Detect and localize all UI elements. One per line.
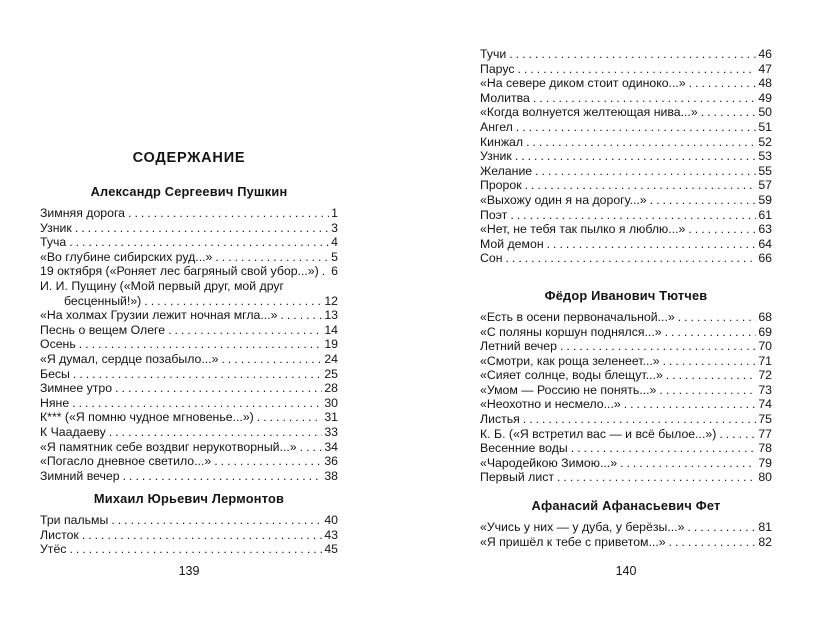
toc-entry-title: «На холмах Грузии лежит ночная мгла...» xyxy=(40,308,278,323)
toc-entry-page-number: 72 xyxy=(758,368,772,383)
toc-entry-title: И. И. Пущину («Мой первый друг, мой друг xyxy=(40,278,285,293)
toc-entry-title: Молитва xyxy=(480,90,530,105)
toc-entry-title: Пророк xyxy=(480,178,522,193)
toc-entry-dot-leader xyxy=(69,235,329,250)
toc-entry-page-number: 4 xyxy=(331,235,338,250)
toc-entry-dot-leader xyxy=(72,396,322,411)
toc-entry-page-number: 5 xyxy=(331,249,338,264)
page-number-right: 140 xyxy=(615,564,637,578)
author-section xyxy=(40,492,338,557)
toc-entry xyxy=(40,381,338,396)
toc-entry-title: «Умом — Россию не понять...» xyxy=(480,382,657,397)
toc-entry-page-number: 63 xyxy=(758,222,772,237)
toc-entry xyxy=(40,454,338,469)
toc-entry xyxy=(480,193,772,208)
toc-entry-page-number: 25 xyxy=(324,366,338,381)
toc-entry-page-number: 53 xyxy=(758,149,772,164)
toc-entry-page-number: 66 xyxy=(758,251,772,266)
toc-entry xyxy=(480,120,772,135)
toc-entry-page-number: 19 xyxy=(324,337,338,352)
toc-entry-page-number: 80 xyxy=(758,470,772,485)
toc-entry-page-number: 77 xyxy=(758,426,772,441)
toc-entry-title: «Я пришёл к тебе с приветом...» xyxy=(480,534,666,549)
toc-entry-title: «Учись у них — у дуба, у берёзы...» xyxy=(480,520,685,535)
toc-entry xyxy=(40,294,338,309)
toc-entry-title: Листок xyxy=(40,527,79,542)
toc-entry xyxy=(480,412,772,427)
author-section xyxy=(480,499,772,549)
toc-entry-dot-leader xyxy=(533,91,756,106)
toc-entry xyxy=(480,62,772,77)
toc-entry-title: «Есть в осени первоначальной...» xyxy=(480,309,675,324)
toc-entry-dot-leader xyxy=(144,294,322,309)
author-section-heading: Фёдор Иванович Тютчев xyxy=(544,287,708,303)
toc-entry-title: Осень xyxy=(40,337,76,352)
toc-entry-dot-leader xyxy=(659,383,756,398)
toc-entry-dot-leader xyxy=(79,337,323,352)
page-right-column xyxy=(480,47,772,549)
toc-entry xyxy=(40,323,338,338)
toc-entry-title: «Чародейкою Зимою...» xyxy=(480,455,618,470)
toc-entry-page-number: 13 xyxy=(324,308,338,323)
toc-entry-dot-leader xyxy=(115,381,322,396)
page-number-left: 139 xyxy=(178,564,200,578)
toc-entry-title: К. Б. («Я встретил вас — и всё былое...») xyxy=(480,426,717,441)
toc-entry-title: Няне xyxy=(40,395,70,410)
toc-entry-title: Весенние воды xyxy=(480,441,568,456)
toc-entry xyxy=(480,427,772,442)
toc-entry-page-number: 43 xyxy=(324,527,338,542)
author-section-heading: Афанасий Афанасьевич Фет xyxy=(531,498,721,514)
toc-entry-dot-leader xyxy=(689,76,757,91)
toc-entry-page-number: 71 xyxy=(758,353,772,368)
toc-entry xyxy=(480,91,772,106)
toc-entry-dot-leader xyxy=(506,251,757,266)
toc-entry xyxy=(480,135,772,150)
toc-entry-page-number: 61 xyxy=(758,207,772,222)
toc-entry-title: Сон xyxy=(480,251,503,266)
toc-title: СОДЕРЖАНИЕ xyxy=(132,150,246,166)
toc-entry-dot-leader xyxy=(620,456,756,471)
toc-entry xyxy=(40,513,338,528)
toc-entry-page-number: 45 xyxy=(324,542,338,557)
toc-entry xyxy=(40,206,338,221)
toc-entry-title: бесценный!») xyxy=(64,293,142,308)
page-left-column xyxy=(40,151,338,557)
toc-entry-page-number: 1 xyxy=(331,206,338,220)
toc-entry xyxy=(480,222,772,237)
toc-entry xyxy=(40,352,338,367)
toc-entry-dot-leader xyxy=(82,528,323,543)
toc-entry-title: Узник xyxy=(40,220,72,235)
toc-entry-dot-leader xyxy=(525,178,757,193)
toc-entry-title: Зимняя дорога xyxy=(40,206,126,220)
toc-entry-dot-leader xyxy=(666,368,757,383)
toc-entry-dot-leader xyxy=(560,339,756,354)
toc-entry-dot-leader xyxy=(547,237,757,252)
toc-entry-page-number: 55 xyxy=(758,163,772,178)
toc-entry-dot-leader xyxy=(687,520,756,535)
toc-entry-title: «С поляны коршун поднялся...» xyxy=(480,324,662,339)
toc-entry-dot-leader xyxy=(300,440,323,455)
toc-entry-page-number: 52 xyxy=(758,134,772,149)
toc-entry-dot-leader xyxy=(701,105,757,120)
toc-entry-page-number: 14 xyxy=(324,322,338,337)
toc-entry-page-number: 40 xyxy=(324,513,338,528)
toc-entry-title: Тучи xyxy=(480,47,507,61)
right-sections xyxy=(480,47,772,549)
toc-entry xyxy=(480,325,772,340)
toc-entry-dot-leader xyxy=(516,120,756,135)
toc-entry-page-number: 6 xyxy=(331,264,338,279)
toc-entry-page-number: 46 xyxy=(758,47,772,61)
toc-entry xyxy=(40,440,338,455)
toc-entry-page-number: 47 xyxy=(758,61,772,76)
toc-entry-dot-leader xyxy=(221,352,322,367)
toc-entry-title: К*** («Я помню чудное мгновенье...») xyxy=(40,410,254,425)
toc-entry-page-number: 33 xyxy=(324,424,338,439)
toc-entry-title: К Чаадаеву xyxy=(40,424,106,439)
toc-entry xyxy=(40,528,338,543)
toc-entry-dot-leader xyxy=(518,62,757,77)
toc-entry xyxy=(40,264,338,279)
toc-entry-title: Туча xyxy=(40,235,67,250)
toc-entry-dot-leader xyxy=(257,410,323,425)
toc-entry-page-number: 70 xyxy=(758,339,772,354)
author-section-heading: Михаил Юрьевич Лермонтов xyxy=(93,491,285,507)
toc-entry-page-number: 82 xyxy=(758,534,772,549)
toc-entry-dot-leader xyxy=(280,308,322,323)
toc-entry-title: «Смотри, как роща зеленеет...» xyxy=(480,353,660,368)
toc-entry-page-number: 48 xyxy=(758,76,772,91)
toc-entry-dot-leader xyxy=(526,135,756,150)
toc-entry-title: Ангел xyxy=(480,119,513,134)
toc-entry-page-number: 69 xyxy=(758,324,772,339)
toc-entry-dot-leader xyxy=(509,47,756,62)
toc-entry-title: Первый лист xyxy=(480,470,554,485)
toc-entry-title: «Во глубине сибирских руд...» xyxy=(40,249,213,264)
author-section xyxy=(480,47,772,266)
toc-entry xyxy=(40,396,338,411)
toc-entry-dot-leader xyxy=(719,427,756,442)
toc-entry-page-number: 68 xyxy=(758,309,772,324)
toc-entry-page-number: 24 xyxy=(324,351,338,366)
toc-entry xyxy=(40,308,338,323)
toc-entry xyxy=(40,250,338,265)
toc-entry-dot-leader xyxy=(669,535,757,550)
toc-entry-dot-leader xyxy=(322,264,329,279)
toc-entry-title: Узник xyxy=(480,149,512,164)
toc-entry xyxy=(480,208,772,223)
toc-entry-title: Песнь о вещем Олеге xyxy=(40,322,166,337)
toc-entry xyxy=(480,164,772,179)
toc-entry-title: Зимнее утро xyxy=(40,381,113,396)
toc-entry-title: «Выхожу один я на дорогу...» xyxy=(480,192,647,207)
toc-entry-dot-leader xyxy=(678,310,757,325)
toc-entry-dot-leader xyxy=(571,441,757,456)
toc-entry-page-number: 38 xyxy=(324,468,338,483)
toc-entry xyxy=(40,425,338,440)
toc-entry-dot-leader xyxy=(111,513,322,528)
toc-entry-dot-leader xyxy=(75,221,329,236)
left-sections xyxy=(40,185,338,557)
toc-entry-dot-leader xyxy=(535,164,756,179)
toc-entry-page-number: 30 xyxy=(324,395,338,410)
toc-entry xyxy=(480,470,772,485)
toc-entry xyxy=(40,279,338,294)
toc-entry xyxy=(40,367,338,382)
toc-entry-title: Утёс xyxy=(40,542,67,557)
toc-entry-title: «Нет, не тебя так пылко я люблю...» xyxy=(480,222,686,237)
toc-entry xyxy=(480,310,772,325)
toc-entry-dot-leader xyxy=(109,425,323,440)
toc-entry xyxy=(480,520,772,535)
toc-entry xyxy=(40,235,338,250)
toc-entry-dot-leader xyxy=(510,208,756,223)
toc-entry xyxy=(480,105,772,120)
toc-entry xyxy=(480,178,772,193)
toc-entry-page-number: 28 xyxy=(324,381,338,396)
author-section xyxy=(480,289,772,485)
toc-entry xyxy=(40,542,338,557)
toc-entry-dot-leader xyxy=(663,354,757,369)
toc-entry-page-number: 12 xyxy=(324,293,338,308)
toc-entry-page-number: 31 xyxy=(324,410,338,425)
toc-entry xyxy=(480,251,772,266)
toc-entry xyxy=(480,535,772,550)
toc-entry-dot-leader xyxy=(523,412,757,427)
toc-entry-title: Бесы xyxy=(40,366,70,381)
toc-entry-dot-leader xyxy=(128,206,329,221)
toc-entry-title: Три пальмы xyxy=(40,513,109,528)
toc-entry xyxy=(480,456,772,471)
toc-entry-title: «Когда волнуется желтеющая нива...» xyxy=(480,105,698,120)
toc-entry-dot-leader xyxy=(123,469,323,484)
toc-entry-page-number: 74 xyxy=(758,397,772,412)
toc-entry-dot-leader xyxy=(168,323,322,338)
toc-entry-page-number: 59 xyxy=(758,192,772,207)
toc-entry-title: «Сияет солнце, воды блещут...» xyxy=(480,368,663,383)
toc-entry-dot-leader xyxy=(69,542,322,557)
toc-entry xyxy=(480,441,772,456)
toc-entry-dot-leader xyxy=(515,149,757,164)
toc-entry-page-number: 75 xyxy=(758,412,772,427)
toc-entry-dot-leader xyxy=(557,470,756,485)
toc-entry-dot-leader xyxy=(688,222,756,237)
toc-entry-page-number: 51 xyxy=(758,119,772,134)
toc-entry-title: «Я памятник себе воздвиг нерукотворный...» xyxy=(40,439,297,454)
toc-entry xyxy=(480,76,772,91)
toc-entry xyxy=(480,47,772,62)
toc-entry-dot-leader xyxy=(624,397,757,412)
toc-entry-page-number: 49 xyxy=(758,90,772,105)
toc-entry-page-number: 73 xyxy=(758,382,772,397)
toc-entry-page-number: 78 xyxy=(758,441,772,456)
toc-entry-page-number: 34 xyxy=(324,439,338,454)
toc-entry xyxy=(40,221,338,236)
toc-entry-title: Зимний вечер xyxy=(40,468,120,483)
toc-entry-page-number: 50 xyxy=(758,105,772,120)
toc-entry-title: Поэт xyxy=(480,207,508,222)
toc-entry-page-number: 79 xyxy=(758,455,772,470)
toc-entry-title: «На севере диком стоит одиноко...» xyxy=(480,76,686,91)
toc-entry-title: Листья xyxy=(480,412,520,427)
toc-entry xyxy=(40,469,338,484)
toc-entry-dot-leader xyxy=(73,367,322,382)
toc-entry-dot-leader xyxy=(215,250,329,265)
toc-entry-title: «Погасло дневное светило...» xyxy=(40,454,212,469)
toc-entry-page-number: 57 xyxy=(758,178,772,193)
toc-entry-title: 19 октября («Роняет лес багряный свой убор...») xyxy=(40,264,319,279)
toc-entry-dot-leader xyxy=(214,454,322,469)
toc-entry-title: «Неохотно и несмело...» xyxy=(480,397,621,412)
toc-entry xyxy=(480,354,772,369)
toc-entry-page-number: 3 xyxy=(331,220,338,235)
toc-entry-title: Мой демон xyxy=(480,236,544,251)
toc-entry xyxy=(480,368,772,383)
toc-entry-page-number: 64 xyxy=(758,236,772,251)
toc-entry-page-number: 36 xyxy=(324,454,338,469)
author-section-heading: Александр Сергеевич Пушкин xyxy=(90,184,288,199)
toc-entry-title: «Я думал, сердце позабыло...» xyxy=(40,351,219,366)
author-section xyxy=(40,185,338,483)
toc-entry xyxy=(480,149,772,164)
toc-entry xyxy=(480,397,772,412)
toc-entry xyxy=(480,383,772,398)
toc-entry xyxy=(480,339,772,354)
toc-entry-title: Желание xyxy=(480,163,533,178)
toc-entry xyxy=(40,410,338,425)
toc-entry xyxy=(40,337,338,352)
toc-entry-dot-leader xyxy=(665,325,757,340)
toc-entry-title: Летний вечер xyxy=(480,339,557,354)
toc-entry xyxy=(480,237,772,252)
toc-entry-title: Кинжал xyxy=(480,134,524,149)
toc-entry-dot-leader xyxy=(650,193,757,208)
toc-entry-title: Парус xyxy=(480,61,515,76)
toc-entry-page-number: 81 xyxy=(758,520,772,535)
